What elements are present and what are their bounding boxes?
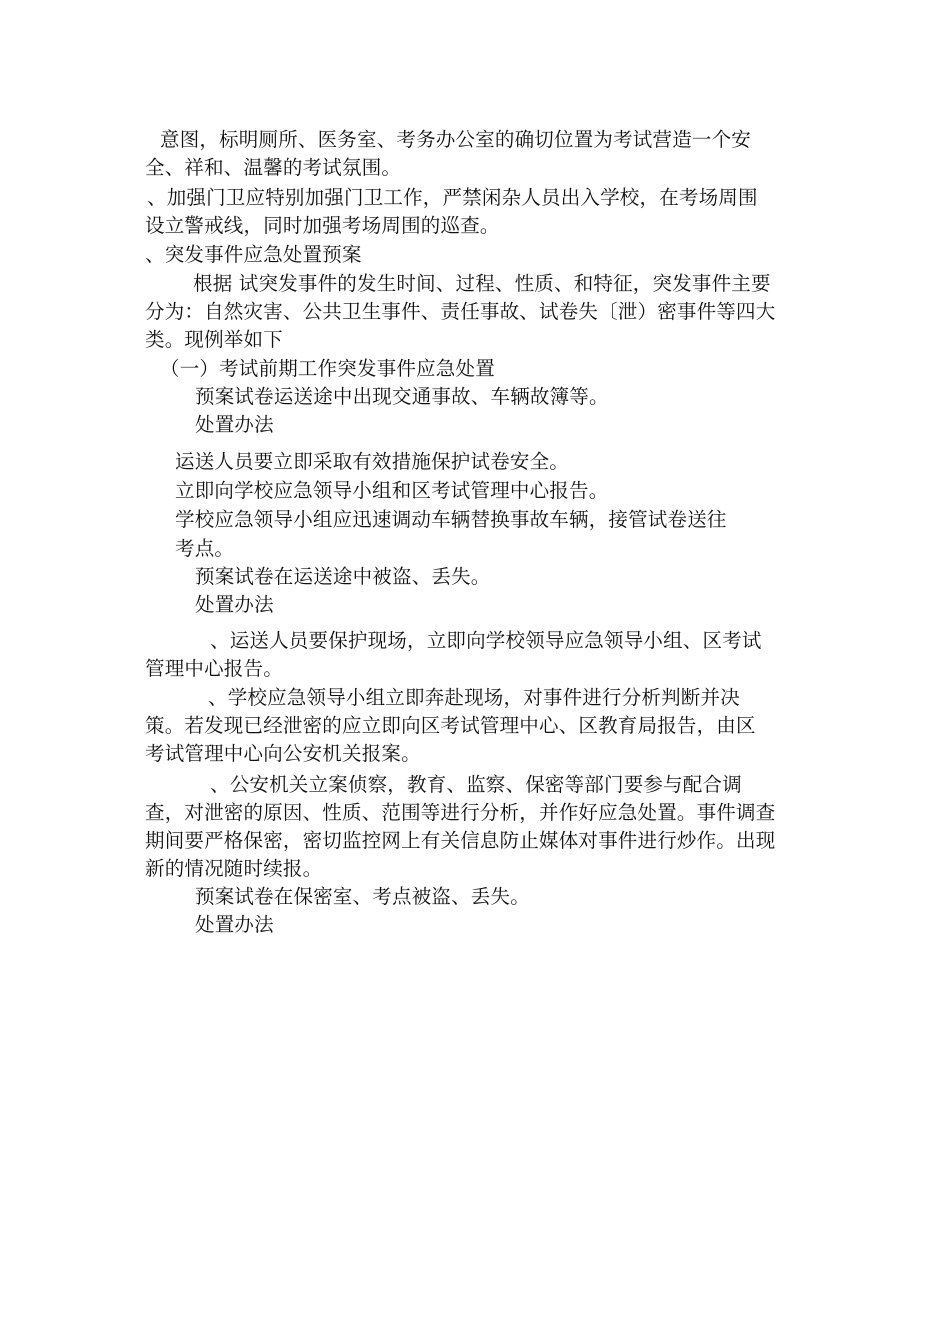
text-line: 立即向学校应急领导小组和区考试管理中心报告。 [175,479,609,502]
text-line: 根据 试突发事件的发生时间、过程、性质、和特征，突发事件主要 [193,272,771,295]
text-line: 预案试卷在保密室、考点被盗、丢失。 [195,885,530,908]
text-line: 处置办法 [195,913,274,936]
text-line: 查，对泄密的原因、性质、范围等进行分析，并作好应急处置。事件调查 [145,801,776,824]
text-line: 、学校应急领导小组立即奔赴现场，对事件进行分析判断并决 [208,686,740,709]
text-line: 处置办法 [195,413,274,436]
text-line: 运送人员要立即采取有效措施保护试卷安全。 [175,450,570,473]
section-heading: 、突发事件应急处置预案 [145,243,362,266]
text-line: 管理中心报告。 [145,657,283,680]
text-line: 新的情况随时续报。 [145,857,323,880]
text-line: 考点。 [175,537,235,560]
text-line: 预案试卷运送途中出现交通事故、车辆故簿等。 [195,385,609,408]
text-line: 设立警戒线，同时加强考场周围的巡查。 [145,214,500,237]
text-line: 学校应急领导小组应迅速调动车辆替换事故车辆，接管试卷送往 [175,508,727,531]
subsection-heading: （一）考试前期工作突发事件应急处置 [160,357,495,380]
text-line: 期间要严格保密，密切监控网上有关信息防止媒体对事件进行炒作。出现 [145,829,776,852]
text-line: 策。若发现已经泄密的应立即向区考试管理中心、区教育局报告，由区 [145,714,756,737]
text-line: 考试管理中心向公安机关报案。 [145,742,421,765]
text-line: 分为：自然灾害、公共卫生事件、责任事故、试卷失〔泄）密事件等四大 [145,300,776,323]
text-line: 类。现例举如下 [145,328,283,351]
text-line: 、运送人员要保护现场，立即向学校领导应急领导小组、区考试 [210,629,762,652]
text-line: 、加强门卫应特别加强门卫工作，严禁闲杂人员出入学校，在考场周围 [147,186,758,209]
text-line: 、公安机关立案侦察，教育、监察、保密等部门要参与配合调 [210,773,742,796]
text-line: 预案试卷在运送途中被盗、丢失。 [195,565,491,588]
text-line: 意图，标明厕所、医务室、考务办公室的确切位置为考试营造一个安 [160,128,752,151]
text-line: 处置办法 [195,593,274,616]
text-line: 全、祥和、温馨的考试氛围。 [145,156,402,179]
